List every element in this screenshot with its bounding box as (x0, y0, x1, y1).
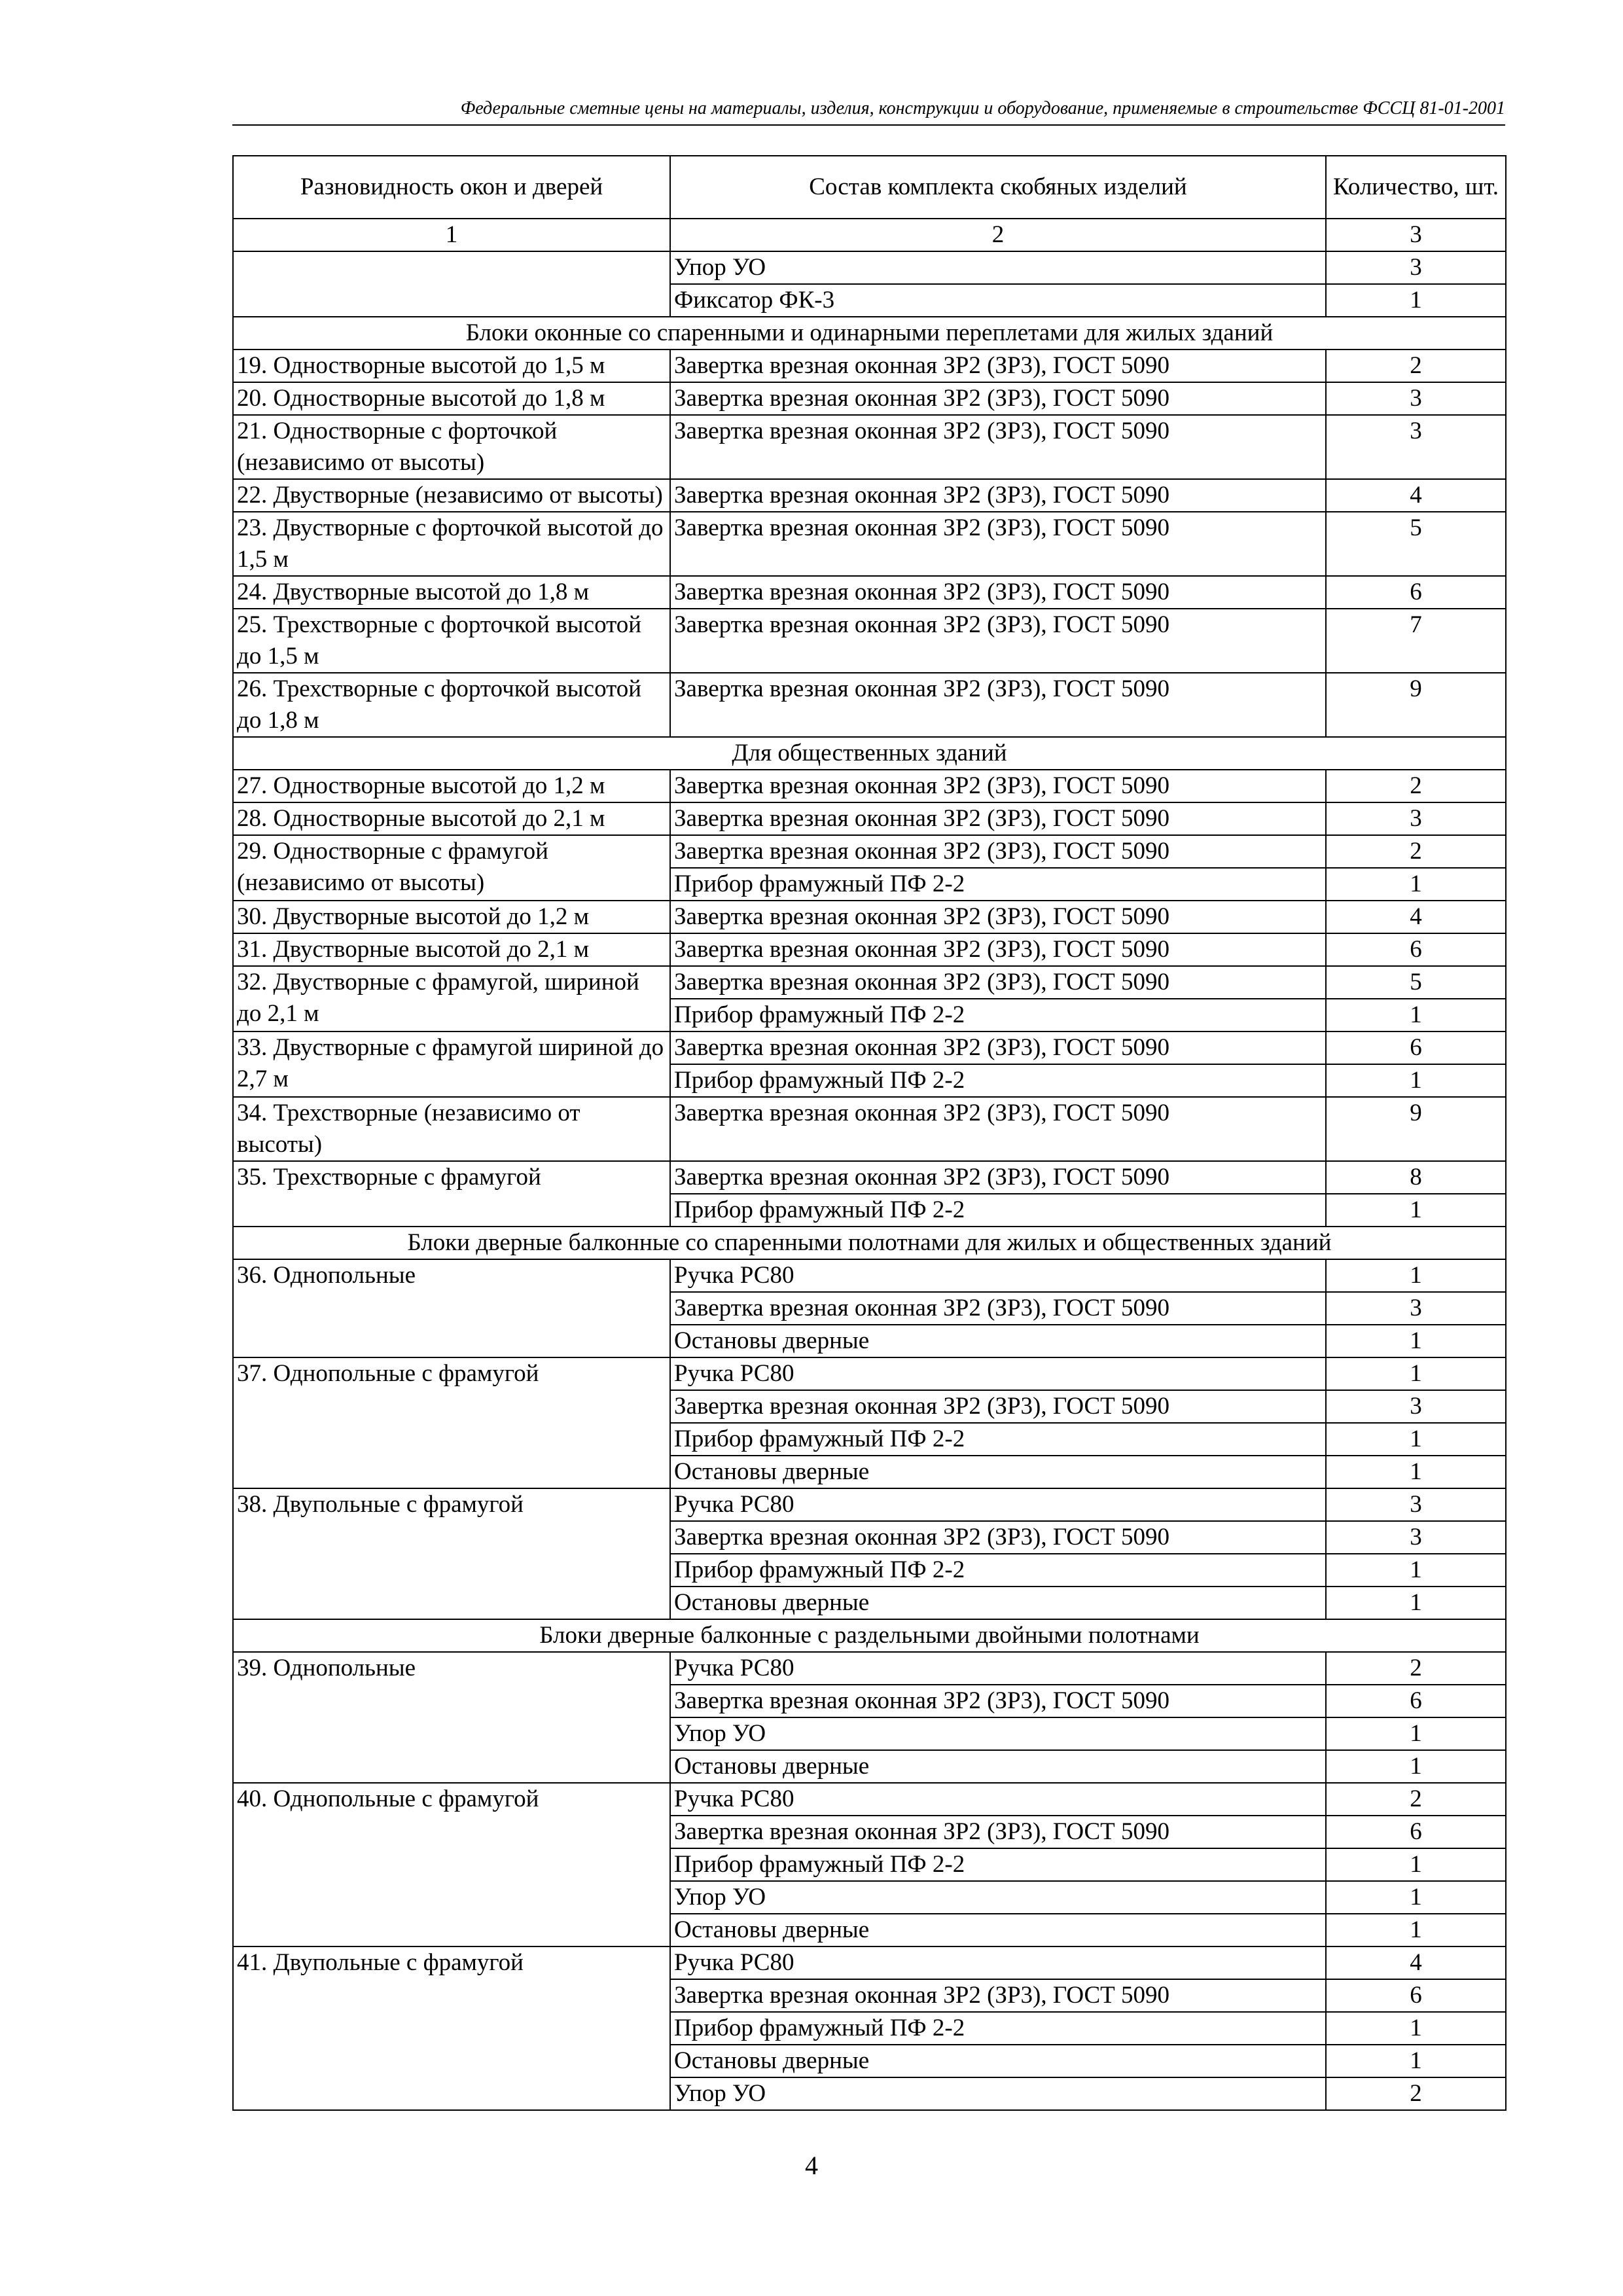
item-type-cell: 29. Одностворные с фрамугой (независимо от высоты) (233, 835, 670, 901)
running-header: Федеральные сметные цены на материалы, изделия, конструкции и оборудование, применяемые в строительстве ФССЦ 81-01-2001 (232, 98, 1505, 126)
quantity-cell: 1 (1326, 1064, 1506, 1097)
kit-part-cell: Завертка врезная оконная ЗР2 (ЗР3), ГОСТ 5090 (670, 1521, 1326, 1554)
section-heading: Блоки дверные балконные с раздельными двойными полотнами (233, 1619, 1506, 1652)
quantity-cell: 2 (1326, 1652, 1506, 1685)
section-row (233, 317, 1506, 350)
kit-part-cell: Завертка врезная оконная ЗР2 (ЗР3), ГОСТ 5090 (670, 770, 1326, 802)
item-type-cell: 31. Двустворные высотой до 2,1 м (233, 933, 670, 966)
table-row (233, 1259, 1506, 1292)
quantity-cell: 3 (1326, 251, 1506, 284)
kit-part-cell: Завертка врезная оконная ЗР2 (ЗР3), ГОСТ 5090 (670, 802, 1326, 835)
item-type-cell: 38. Двупольные с фрамугой (233, 1488, 670, 1619)
kit-part-cell: Фиксатор ФК-3 (670, 284, 1326, 317)
kit-part-cell: Прибор фрамужный ПФ 2-2 (670, 1194, 1326, 1227)
quantity-cell: 4 (1326, 479, 1506, 512)
kit-part-cell: Завертка врезная оконная ЗР2 (ЗР3), ГОСТ 5090 (670, 673, 1326, 737)
kit-part-cell: Завертка врезная оконная ЗР2 (ЗР3), ГОСТ 5090 (670, 512, 1326, 576)
column-number-2: 2 (670, 219, 1326, 251)
quantity-cell: 6 (1326, 1031, 1506, 1064)
section-heading: Блоки оконные со спаренными и одинарными переплетами для жилых зданий (233, 317, 1506, 350)
table-row (233, 1652, 1506, 1685)
quantity-cell: 1 (1326, 1423, 1506, 1456)
quantity-cell: 1 (1326, 2012, 1506, 2045)
quantity-cell: 1 (1326, 999, 1506, 1031)
table-body (233, 251, 1506, 2110)
quantity-cell: 6 (1326, 933, 1506, 966)
kit-part-cell: Завертка врезная оконная ЗР2 (ЗР3), ГОСТ 5090 (670, 1816, 1326, 1848)
table-row (233, 901, 1506, 933)
item-type-cell: 40. Однопольные с фрамугой (233, 1783, 670, 1946)
kit-part-cell: Упор УО (670, 2077, 1326, 2110)
page-number: 4 (805, 2151, 818, 2180)
column-header-kit: Состав комплекта скобяных изделий (670, 156, 1326, 219)
quantity-cell: 2 (1326, 770, 1506, 802)
table-row (233, 382, 1506, 415)
quantity-cell: 1 (1326, 1357, 1506, 1390)
kit-part-cell: Ручка РС80 (670, 1259, 1326, 1292)
kit-part-cell: Прибор фрамужный ПФ 2-2 (670, 1554, 1326, 1587)
kit-part-cell: Завертка врезная оконная ЗР2 (ЗР3), ГОСТ 5090 (670, 1097, 1326, 1161)
quantity-cell: 3 (1326, 415, 1506, 479)
section-row (233, 1619, 1506, 1652)
quantity-cell: 4 (1326, 1946, 1506, 1979)
quantity-cell: 1 (1326, 2045, 1506, 2077)
item-type-cell: 41. Двупольные с фрамугой (233, 1946, 670, 2110)
table-row (233, 673, 1506, 737)
table-row (233, 933, 1506, 966)
kit-part-cell: Завертка врезная оконная ЗР2 (ЗР3), ГОСТ 5090 (670, 382, 1326, 415)
quantity-cell: 2 (1326, 350, 1506, 382)
quantity-cell: 3 (1326, 1292, 1506, 1325)
kit-part-cell: Ручка РС80 (670, 1652, 1326, 1685)
quantity-cell: 9 (1326, 673, 1506, 737)
quantity-cell: 3 (1326, 1488, 1506, 1521)
table-row (233, 1357, 1506, 1390)
column-number-1: 1 (233, 219, 670, 251)
item-type-cell: 30. Двустворные высотой до 1,2 м (233, 901, 670, 933)
quantity-cell: 2 (1326, 1783, 1506, 1816)
quantity-cell: 1 (1326, 1325, 1506, 1357)
quantity-cell: 7 (1326, 609, 1506, 673)
kit-part-cell: Завертка врезная оконная ЗР2 (ЗР3), ГОСТ 5090 (670, 1390, 1326, 1423)
table-row (233, 479, 1506, 512)
kit-part-cell: Упор УО (670, 1717, 1326, 1750)
table-row (233, 415, 1506, 479)
table-row (233, 966, 1506, 999)
kit-part-cell: Завертка врезная оконная ЗР2 (ЗР3), ГОСТ 5090 (670, 1979, 1326, 2012)
quantity-cell: 3 (1326, 1390, 1506, 1423)
quantity-cell: 1 (1326, 1259, 1506, 1292)
kit-part-cell: Прибор фрамужный ПФ 2-2 (670, 999, 1326, 1031)
kit-part-cell: Завертка врезная оконная ЗР2 (ЗР3), ГОСТ 5090 (670, 1292, 1326, 1325)
table-row (233, 1161, 1506, 1194)
item-type-cell: 34. Трехстворные (независимо от высоты) (233, 1097, 670, 1161)
column-header-quantity: Количество, шт. (1326, 156, 1506, 219)
item-type-cell: 37. Однопольные с фрамугой (233, 1357, 670, 1488)
quantity-cell: 1 (1326, 1881, 1506, 1914)
table-row (233, 802, 1506, 835)
kit-part-cell: Остановы дверные (670, 1456, 1326, 1488)
quantity-cell: 5 (1326, 512, 1506, 576)
quantity-cell: 1 (1326, 1554, 1506, 1587)
kit-part-cell: Завертка врезная оконная ЗР2 (ЗР3), ГОСТ 5090 (670, 576, 1326, 609)
quantity-cell: 3 (1326, 382, 1506, 415)
section-row (233, 737, 1506, 770)
table-row (233, 835, 1506, 868)
table-row (233, 770, 1506, 802)
column-number-3: 3 (1326, 219, 1506, 251)
item-type-cell: 24. Двустворные высотой до 1,8 м (233, 576, 670, 609)
section-heading: Блоки дверные балконные со спаренными полотнами для жилых и общественных зданий (233, 1227, 1506, 1259)
quantity-cell: 1 (1326, 1914, 1506, 1946)
item-type-cell: 32. Двустворные с фрамугой, шириной до 2,1 м (233, 966, 670, 1031)
quantity-cell: 1 (1326, 1717, 1506, 1750)
item-type-cell: 25. Трехстворные с форточкой высотой до 1,5 м (233, 609, 670, 673)
kit-part-cell: Упор УО (670, 251, 1326, 284)
item-type-cell: 36. Однопольные (233, 1259, 670, 1357)
kit-part-cell: Завертка врезная оконная ЗР2 (ЗР3), ГОСТ 5090 (670, 966, 1326, 999)
kit-part-cell: Прибор фрамужный ПФ 2-2 (670, 1064, 1326, 1097)
quantity-cell: 3 (1326, 802, 1506, 835)
column-header-type: Разновидность окон и дверей (233, 156, 670, 219)
kit-part-cell: Завертка врезная оконная ЗР2 (ЗР3), ГОСТ 5090 (670, 1161, 1326, 1194)
kit-part-cell: Завертка врезная оконная ЗР2 (ЗР3), ГОСТ 5090 (670, 933, 1326, 966)
kit-part-cell: Прибор фрамужный ПФ 2-2 (670, 1848, 1326, 1881)
kit-part-cell: Прибор фрамужный ПФ 2-2 (670, 2012, 1326, 2045)
kit-part-cell: Завертка врезная оконная ЗР2 (ЗР3), ГОСТ 5090 (670, 1031, 1326, 1064)
table-row (233, 1031, 1506, 1064)
kit-part-cell: Завертка врезная оконная ЗР2 (ЗР3), ГОСТ 5090 (670, 350, 1326, 382)
quantity-cell: 9 (1326, 1097, 1506, 1161)
quantity-cell: 1 (1326, 1456, 1506, 1488)
kit-part-cell: Завертка врезная оконная ЗР2 (ЗР3), ГОСТ 5090 (670, 1685, 1326, 1717)
item-type-cell: 22. Двустворные (независимо от высоты) (233, 479, 670, 512)
kit-part-cell: Упор УО (670, 1881, 1326, 1914)
quantity-cell: 6 (1326, 1979, 1506, 2012)
quantity-cell: 3 (1326, 1521, 1506, 1554)
kit-part-cell: Прибор фрамужный ПФ 2-2 (670, 1423, 1326, 1456)
quantity-cell: 1 (1326, 1848, 1506, 1881)
kit-part-cell: Ручка РС80 (670, 1946, 1326, 1979)
item-type-cell (233, 251, 670, 317)
quantity-cell: 6 (1326, 1816, 1506, 1848)
item-type-cell: 23. Двустворные с форточкой высотой до 1,5 м (233, 512, 670, 576)
kit-part-cell: Остановы дверные (670, 1325, 1326, 1357)
kit-part-cell: Завертка врезная оконная ЗР2 (ЗР3), ГОСТ 5090 (670, 901, 1326, 933)
kit-part-cell: Остановы дверные (670, 1750, 1326, 1783)
quantity-cell: 2 (1326, 2077, 1506, 2110)
item-type-cell: 26. Трехстворные с форточкой высотой до 1,8 м (233, 673, 670, 737)
item-type-cell: 28. Одностворные высотой до 2,1 м (233, 802, 670, 835)
quantity-cell: 8 (1326, 1161, 1506, 1194)
item-type-cell: 21. Одностворные с форточкой (независимо от высоты) (233, 415, 670, 479)
quantity-cell: 5 (1326, 966, 1506, 999)
quantity-cell: 1 (1326, 1750, 1506, 1783)
item-type-cell: 33. Двустворные с фрамугой шириной до 2,7 м (233, 1031, 670, 1097)
item-type-cell: 19. Одностворные высотой до 1,5 м (233, 350, 670, 382)
quantity-cell: 4 (1326, 901, 1506, 933)
kit-part-cell: Завертка врезная оконная ЗР2 (ЗР3), ГОСТ 5090 (670, 479, 1326, 512)
section-row (233, 1227, 1506, 1259)
quantity-cell: 6 (1326, 1685, 1506, 1717)
kit-part-cell: Ручка РС80 (670, 1488, 1326, 1521)
table-header-row (233, 156, 1506, 219)
hardware-table (232, 155, 1507, 2111)
kit-part-cell: Ручка РС80 (670, 1783, 1326, 1816)
quantity-cell: 1 (1326, 868, 1506, 901)
quantity-cell: 1 (1326, 284, 1506, 317)
table-row (233, 1783, 1506, 1816)
item-type-cell: 35. Трехстворные с фрамугой (233, 1161, 670, 1227)
kit-part-cell: Ручка РС80 (670, 1357, 1326, 1390)
column-number-row (233, 219, 1506, 251)
table-row (233, 576, 1506, 609)
quantity-cell: 1 (1326, 1194, 1506, 1227)
table-row (233, 251, 1506, 284)
item-type-cell: 39. Однопольные (233, 1652, 670, 1783)
kit-part-cell: Остановы дверные (670, 1914, 1326, 1946)
table-row (233, 1488, 1506, 1521)
kit-part-cell: Прибор фрамужный ПФ 2-2 (670, 868, 1326, 901)
table-row (233, 350, 1506, 382)
table-row (233, 1946, 1506, 1979)
kit-part-cell: Остановы дверные (670, 1587, 1326, 1619)
kit-part-cell: Завертка врезная оконная ЗР2 (ЗР3), ГОСТ 5090 (670, 609, 1326, 673)
kit-part-cell: Завертка врезная оконная ЗР2 (ЗР3), ГОСТ 5090 (670, 835, 1326, 868)
table-row (233, 512, 1506, 576)
section-heading: Для общественных зданий (233, 737, 1506, 770)
kit-part-cell: Завертка врезная оконная ЗР2 (ЗР3), ГОСТ 5090 (670, 415, 1326, 479)
kit-part-cell: Остановы дверные (670, 2045, 1326, 2077)
quantity-cell: 1 (1326, 1587, 1506, 1619)
table-row (233, 1097, 1506, 1161)
quantity-cell: 6 (1326, 576, 1506, 609)
item-type-cell: 27. Одностворные высотой до 1,2 м (233, 770, 670, 802)
item-type-cell: 20. Одностворные высотой до 1,8 м (233, 382, 670, 415)
table-row (233, 609, 1506, 673)
quantity-cell: 2 (1326, 835, 1506, 868)
